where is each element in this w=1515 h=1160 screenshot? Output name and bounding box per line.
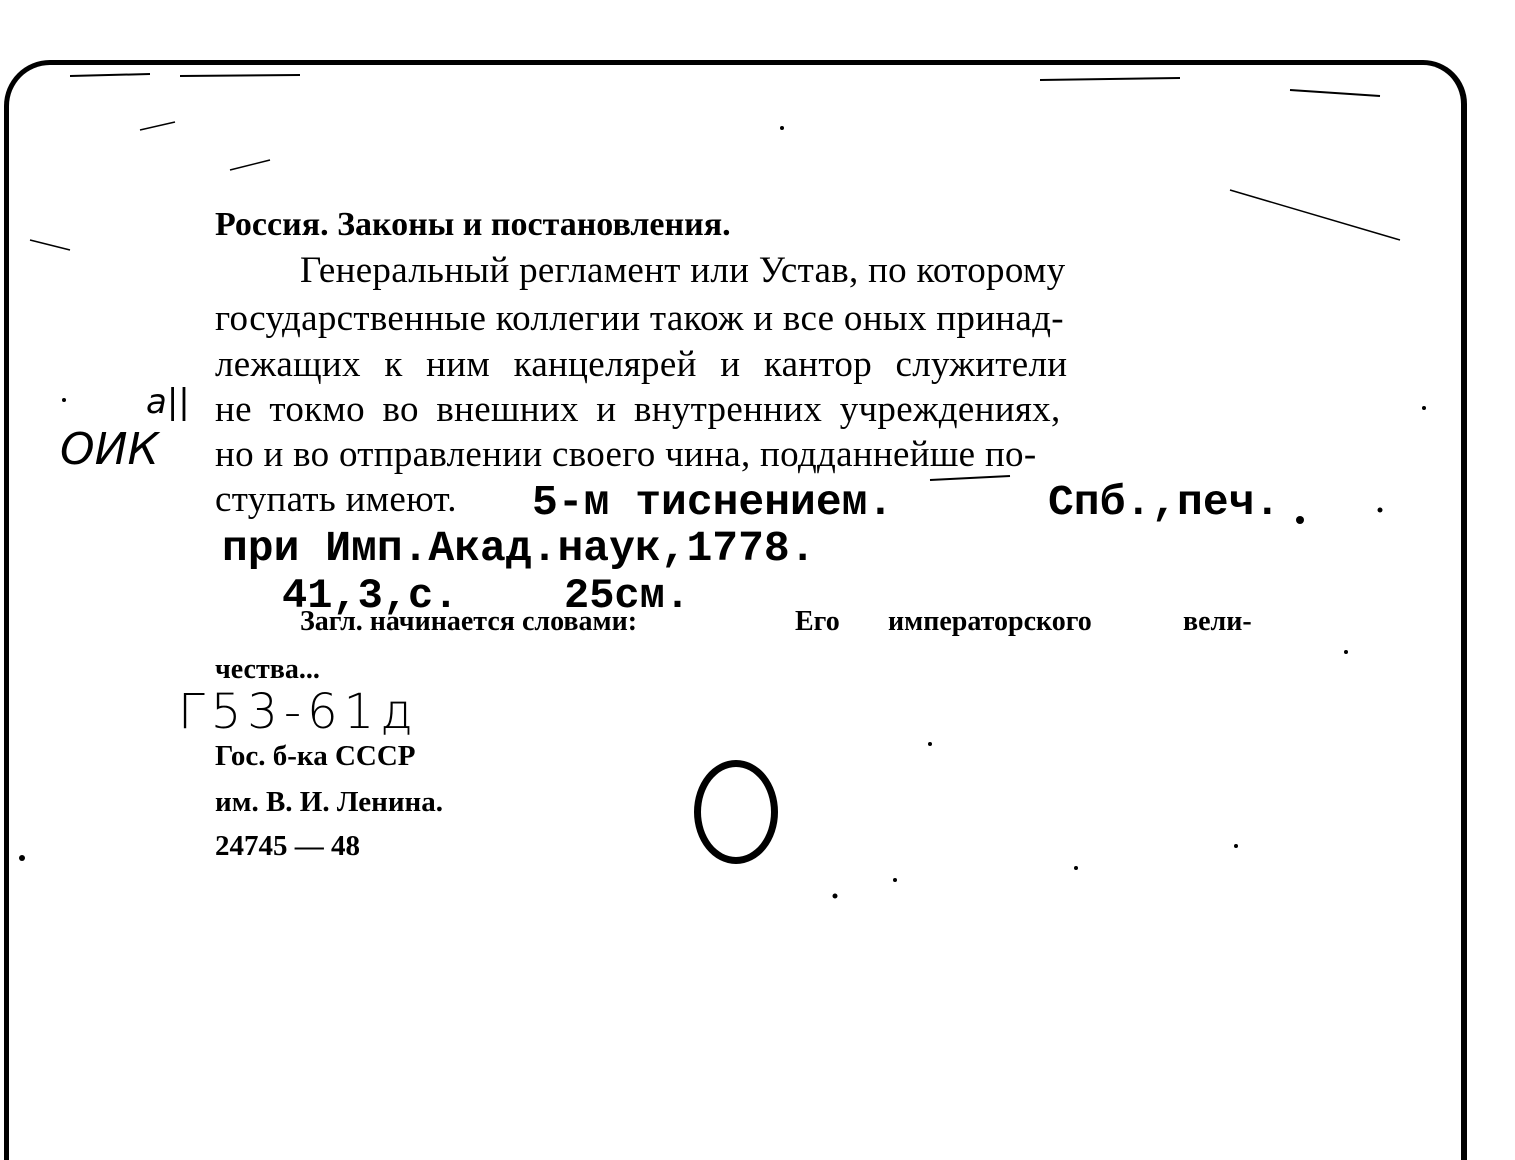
- typed-edition: 5-м тиснением.: [532, 478, 894, 527]
- note-words-5: чества...: [215, 654, 320, 685]
- title-line-5: но и во отправлении своего чина, подданнейше по-: [215, 434, 1037, 475]
- handwritten-code: ОИК: [60, 424, 159, 475]
- title-line-6: ступать имеют.: [215, 479, 457, 520]
- typed-size: 25см.: [564, 572, 691, 620]
- library-line-2: им. В. И. Ленина.: [215, 786, 444, 818]
- library-line-3: 24745 — 48: [215, 830, 360, 862]
- note-words-1: Загл. начинается словами:: [300, 606, 638, 637]
- typed-place: Спб.,печ.: [1048, 478, 1281, 527]
- note-words-3: императорского: [888, 606, 1092, 637]
- title-line-4: не токмо во внешних и внутренних учреждениях,: [215, 389, 1061, 430]
- card-punch-hole: [694, 760, 778, 864]
- title-line-3: лежащих к ним канцелярей и кантор служители: [215, 344, 1068, 385]
- title-line-2: государственные коллегии також и все оных принад-: [215, 298, 1064, 339]
- typed-publisher: при Имп.Акад.наук,1778.: [222, 524, 816, 573]
- card-heading: Россия. Законы и постановления.: [215, 206, 731, 243]
- handwritten-shelfmark: Г53-61д: [178, 684, 419, 740]
- title-line-1: Генеральный регламент или Устав, по которому: [300, 250, 1066, 291]
- typed-pages: 41,3,с.: [282, 572, 459, 620]
- handwritten-mark: а||: [146, 382, 190, 422]
- note-words-2: Его: [795, 606, 840, 637]
- library-line-1: Гос. б-ка СССР: [215, 740, 416, 772]
- note-words-4: вели-: [1183, 606, 1252, 637]
